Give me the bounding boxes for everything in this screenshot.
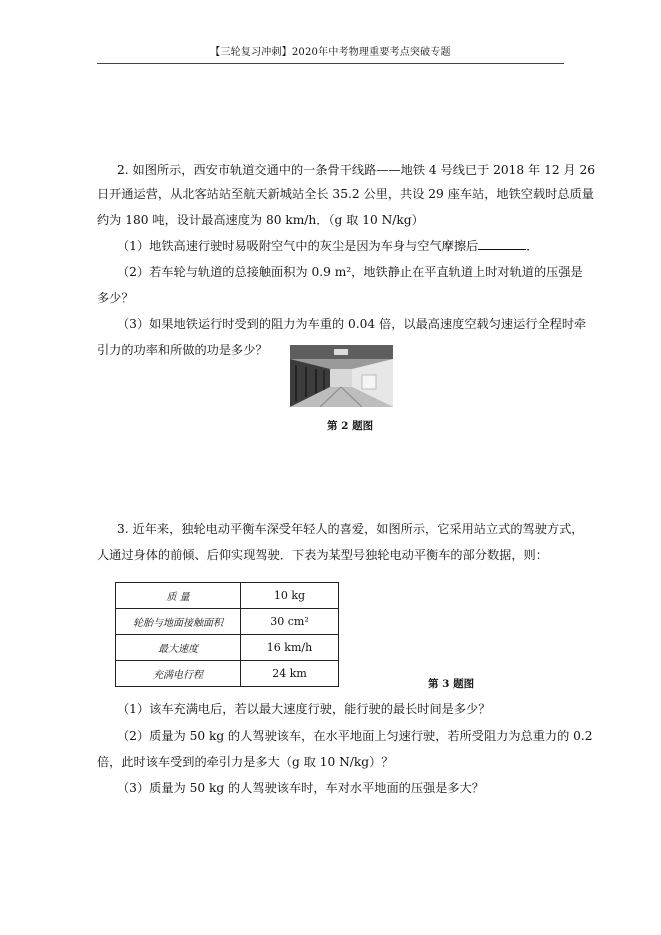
q2-part2-line1: （2）若车轮与轨道的总接触面积为 0.9 m²，地铁静止在平直轨道上时对轨道的压强是 [117,265,583,279]
table-key: 最大速度 [116,635,241,661]
q3-stem-line2: 人通过身体的前倾、后仰实现驾驶．下表为某型号独轮电动平衡车的部分数据，则： [97,548,548,562]
q2-part1 [117,236,564,256]
q2-stem-line1: 2. 如图所示，西安市轨道交通中的一条骨干线路——地铁 4 号线已于 2018 年 12 月 26 [117,163,596,177]
answer-blank [478,237,526,250]
q3-part1: （1）该车充满电后，若以最大速度行驶，能行驶的最长时间是多少？ [117,702,491,716]
q2-part2-line2: 多少？ [97,291,134,305]
q2-part3-line1: （3）如果地铁运行时受到的阻力为车重的 0.04 倍，以最高速度空载匀速运行全程时牵 [117,317,587,331]
table-value: 24 km [241,661,339,687]
q2-stem-line2: 日开通运营，从北客站站至航天新城站全长 35.2 公里，共设 29 座车站，地铁空载时总质量 [97,187,594,201]
table-key: 轮胎与地面接触面积 [116,609,241,635]
table-value: 10 kg [241,583,339,609]
q3-part2-line2: 倍，此时该车受到的牵引力是多大（g 取 10 N/kg）？ [97,755,394,769]
page-header: 【三轮复习冲刺】2020年中考物理重要考点突破专题 [210,47,451,58]
subway-station-photo [290,345,393,407]
q3-figure-caption: 第 3 题图 [428,678,475,690]
q2-stem-line3: 约为 180 吨，设计最高速度为 80 km/h．（g 取 10 N/kg） [97,213,424,227]
q3-stem-line1: 3. 近年来，独轮电动平衡车深受年轻人的喜爱，如图所示，它采用站立式的驾驶方式， [117,522,584,536]
q2-part1-end: ． [526,239,539,253]
q2-part1-text: （1）地铁高速行驶时易吸附空气中的灰尘是因为车身与空气摩擦后 [117,239,479,253]
table-value: 16 km/h [241,635,339,661]
header-rule [97,63,564,64]
q3-part2-line1: （2）质量为 50 kg 的人驾驶该车，在水平地面上匀速行驶，若所受阻力为总重力的 0.2 [117,729,593,743]
q3-part3: （3）质量为 50 kg 的人驾驶该车时，车对水平地面的压强是多大？ [117,781,484,795]
table-key: 质 量 [116,583,241,609]
table-row [116,661,339,687]
table-key: 充满电行程 [116,661,241,687]
subway-station-illustration [290,345,393,407]
table-row [116,635,339,661]
q2-part3-line2: 引力的功率和所做的功是多少？ [97,343,268,357]
table-value: 30 cm² [241,609,339,635]
q2-figure-caption: 第 2 题图 [327,420,374,432]
spec-table [115,582,339,687]
table-row [116,609,339,635]
table-row [116,583,339,609]
